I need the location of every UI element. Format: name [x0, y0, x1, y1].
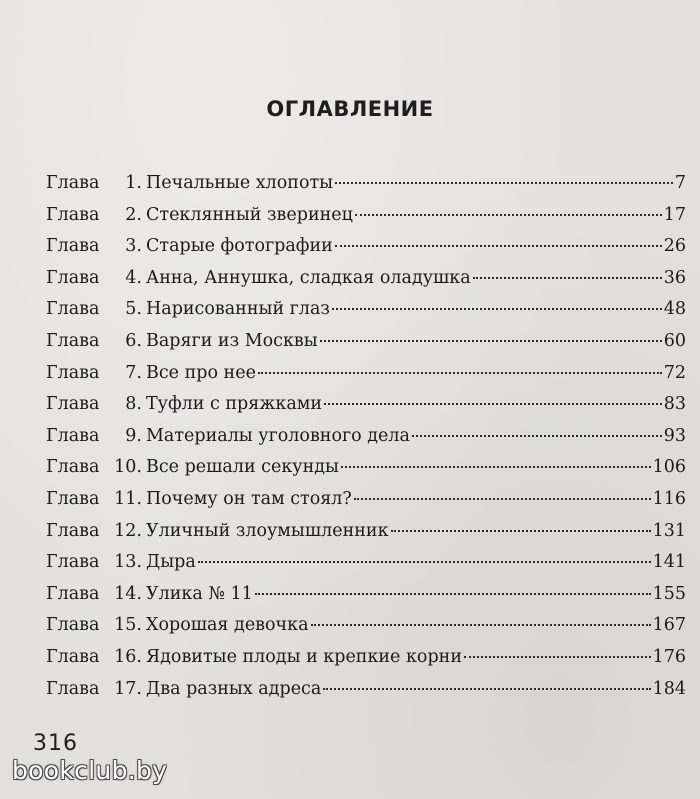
chapter-word: Глава	[46, 457, 100, 478]
chapter-title: Старые фотографии	[146, 236, 333, 257]
toc-row	[46, 268, 686, 300]
chapter-page: 176	[652, 646, 686, 667]
chapter-page: 83	[663, 394, 686, 415]
chapter-title: Нарисованный глаз	[146, 299, 330, 320]
chapter-page: 167	[652, 615, 686, 636]
leader-dots	[391, 530, 651, 532]
chapter-number: 1.	[125, 173, 142, 193]
leader-dots	[323, 688, 650, 690]
page-title: ОГЛАВЛЕНИЕ	[266, 97, 434, 121]
chapter-word: Глава	[46, 299, 100, 320]
chapter-word: Глава	[46, 583, 100, 604]
chapter-word: Глава	[46, 552, 100, 573]
leader-dots	[332, 308, 662, 310]
chapter-word: Глава	[46, 362, 100, 383]
chapter-number: 17.	[114, 678, 142, 699]
toc-row	[46, 205, 686, 237]
chapter-word: Глава	[46, 267, 100, 288]
toc-row	[46, 331, 686, 363]
chapter-number: 5.	[125, 299, 142, 320]
chapter-number: 9.	[125, 425, 142, 446]
chapter-page: 131	[652, 520, 686, 541]
leader-dots	[258, 372, 662, 374]
chapter-page: 36	[663, 267, 686, 288]
chapter-word: Глава	[46, 425, 100, 446]
chapter-number: 3.	[125, 236, 142, 257]
leader-dots	[354, 498, 651, 500]
chapter-number: 10.	[114, 457, 142, 478]
chapter-number: 2.	[125, 204, 142, 225]
chapter-word: Глава	[46, 330, 100, 351]
chapter-word: Глава	[46, 173, 100, 193]
chapter-title: Печальные хлопоты	[146, 173, 334, 193]
leader-dots	[473, 277, 662, 279]
chapter-number: 12.	[114, 520, 142, 541]
chapter-title: Стеклянный зверинец	[146, 204, 353, 225]
chapter-page: 26	[663, 236, 686, 257]
chapter-title: Уличный злоумышленник	[146, 520, 389, 541]
leader-dots	[255, 593, 651, 595]
chapter-page: 155	[652, 583, 686, 604]
chapter-page: 72	[663, 362, 686, 383]
chapter-title: Хорошая девочка	[146, 615, 309, 636]
chapter-title: Туфли с пряжками	[146, 394, 323, 415]
chapter-page: 116	[652, 488, 686, 509]
chapter-page: 184	[652, 678, 686, 699]
chapter-number: 4.	[125, 267, 142, 288]
leader-dots	[198, 561, 651, 563]
toc-row	[46, 394, 686, 426]
chapter-title: Все про нее	[146, 362, 256, 383]
toc-row	[46, 489, 686, 521]
chapter-title: Варяги из Москвы	[146, 330, 318, 351]
chapter-page: 93	[663, 425, 686, 446]
chapter-page: 48	[663, 299, 686, 320]
leader-dots	[341, 466, 651, 468]
chapter-word: Глава	[46, 646, 100, 667]
chapter-title: Анна, Аннушка, сладкая оладушка	[146, 267, 471, 288]
leader-dots	[464, 656, 651, 658]
chapter-number: 7.	[125, 362, 142, 383]
page-number: 316	[33, 731, 78, 756]
chapter-number: 11.	[114, 488, 142, 509]
toc-row	[46, 679, 686, 711]
chapter-number: 16.	[114, 646, 142, 667]
chapter-title: Почему он там стоял?	[146, 488, 352, 509]
chapter-title: Дыра	[146, 552, 196, 573]
chapter-page: 60	[663, 330, 686, 351]
toc-row	[46, 363, 686, 395]
toc-row	[46, 647, 686, 679]
toc-row	[46, 236, 686, 268]
leader-dots	[320, 340, 662, 342]
chapter-title: Улика № 11	[146, 583, 253, 604]
toc-row	[46, 521, 686, 553]
leader-dots	[324, 403, 662, 405]
chapter-word: Глава	[46, 394, 100, 415]
chapter-number: 8.	[125, 394, 142, 415]
chapter-word: Глава	[46, 236, 100, 257]
chapter-page: 17	[663, 204, 686, 225]
watermark-logo: bookclub.by	[12, 756, 168, 785]
chapter-title: Два разных адреса	[146, 678, 322, 699]
chapter-number: 15.	[114, 615, 142, 636]
chapter-word: Глава	[46, 678, 100, 699]
leader-dots	[335, 245, 662, 247]
chapter-title: Материалы уголовного дела	[146, 425, 410, 446]
chapter-page: 7	[674, 173, 686, 193]
table-of-contents	[46, 173, 686, 710]
chapter-word: Глава	[46, 488, 100, 509]
chapter-page: 106	[652, 457, 686, 478]
toc-row	[46, 552, 686, 584]
chapter-word: Глава	[46, 615, 100, 636]
toc-row	[46, 584, 686, 616]
chapter-number: 13.	[114, 552, 142, 573]
chapter-page: 141	[652, 552, 686, 573]
leader-dots	[311, 624, 651, 626]
chapter-number: 6.	[125, 330, 142, 351]
chapter-title: Ядовитые плоды и крепкие корни	[146, 646, 462, 667]
leader-dots	[355, 214, 662, 216]
toc-row	[46, 457, 686, 489]
leader-dots	[412, 435, 662, 437]
leader-dots	[335, 182, 673, 184]
chapter-title: Все решали секунды	[146, 457, 339, 478]
chapter-word: Глава	[46, 520, 100, 541]
toc-row	[46, 615, 686, 647]
chapter-number: 14.	[114, 583, 142, 604]
toc-row	[46, 426, 686, 458]
toc-row	[46, 173, 686, 205]
toc-row	[46, 299, 686, 331]
chapter-word: Глава	[46, 204, 100, 225]
